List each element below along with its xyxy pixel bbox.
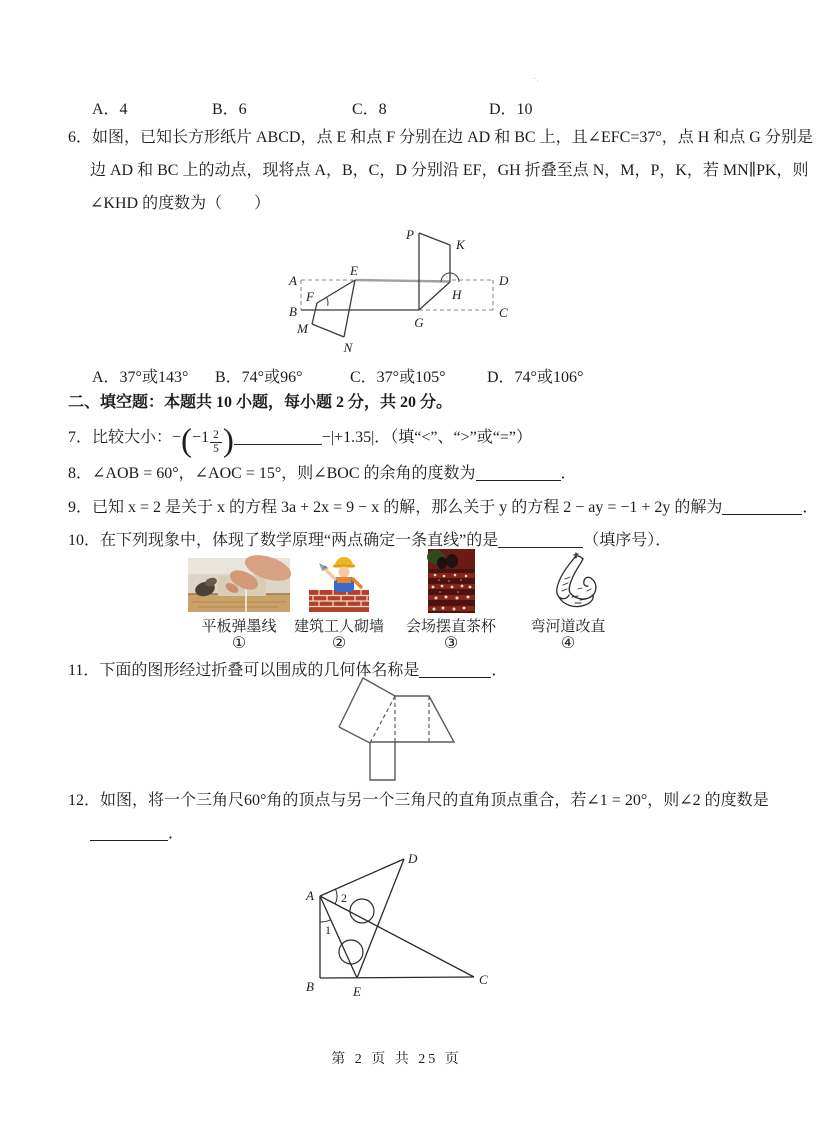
q12-label-angle-2: 2 [341, 891, 347, 905]
q7-minus: − [172, 429, 182, 446]
question-6-line-2: 边 AD 和 BC 上的动点，现将点 A，B，C，D 分别沿 EF，GH 折叠至点 N，M，P，K，若 MN∥PK，则 [90, 162, 809, 179]
drawing-bent-river [545, 553, 600, 613]
q6-label-E: E [350, 263, 358, 278]
q11-tail: ． [491, 662, 508, 679]
q10-number-4: ④ [560, 635, 576, 652]
question-6-line-1: 6．如图，已知长方形纸片 ABCD，点 E 和点 F 分别在边 AD 和 BC 上，且∠EFC=37°，点 H 和点 G 分别是 [68, 129, 813, 146]
q12-answer-blank [90, 826, 168, 841]
q5-option-b: B．6 [212, 101, 247, 118]
q10-caption-1: 平板弹墨线 [201, 619, 277, 635]
q10-number-2: ② [331, 635, 347, 652]
q6-label-A: A [289, 273, 297, 288]
q10-caption-3: 会场摆直茶杯 [406, 619, 497, 635]
q8-tail: ． [560, 465, 577, 482]
q10-text: 10．在下列现象中，体现了数学原理“两点确定一条直线”的是 [68, 532, 499, 549]
question-12-line-1: 12．如图，将一个三角尺60°角的顶点与另一个三角尺的直角顶点重合，若∠1 = 20°，则∠2 的度数是 [68, 792, 769, 809]
q5-option-d: D．10 [489, 101, 533, 118]
q6-angle-arcs [326, 273, 459, 306]
q6-option-c: C．37°或105° [350, 369, 446, 386]
photo-teacups-venue [428, 549, 475, 613]
q7-paren-open: ( [181, 423, 193, 459]
q6-label-P: P [406, 227, 414, 242]
q6-label-K: K [456, 237, 465, 252]
q6-label-C: C [499, 305, 508, 320]
question-7-line [68, 423, 532, 459]
q5-option-c: C．8 [352, 101, 387, 118]
q12-label-angle-1: 1 [325, 923, 331, 937]
q10-answer-blank [498, 533, 583, 548]
q9-answer-blank [722, 500, 802, 515]
photo-chalk-line [188, 558, 290, 612]
question-9-line [68, 497, 818, 519]
stray-print-mark: ·. [533, 74, 539, 85]
q11-net-figure [330, 672, 465, 787]
q10-number-1: ① [231, 635, 247, 652]
q8-answer-blank [476, 466, 561, 481]
q6-figure-labels [288, 227, 509, 355]
q12-label-E: E [353, 984, 361, 999]
q11-solid-edges [339, 678, 454, 780]
q12-tail: ． [168, 825, 185, 842]
question-8-line [68, 463, 577, 485]
q12-label-B: B [306, 979, 314, 994]
q6-label-N: N [343, 340, 353, 355]
q9-text: 9．已知 x = 2 是关于 x 的方程 3a + 2x = 9 − x 的解，那么关于 y 的方程 2 − ay = −1 + 2y 的解为 [68, 499, 723, 516]
page-footer: 第 2 页 共 25 页 [331, 1052, 462, 1067]
q12-label-D: D [408, 851, 418, 866]
q6-label-F: F [306, 289, 314, 304]
q11-text: 11．下面的图形经过折叠可以围成的几何体名称是 [68, 662, 420, 679]
q7-paren-close: ) [222, 423, 234, 459]
q10-tail: （填序号）． [583, 532, 672, 549]
illustration-bricklayer [307, 555, 371, 612]
section-2-header: 二、填空题：本题共 10 小题，每小题 2 分，共 20 分。 [68, 394, 453, 411]
q6-option-a: A．37°或143° [92, 369, 189, 386]
q12-ruler-edges [320, 859, 474, 978]
q7-lead: 7．比较大小： [68, 429, 173, 446]
q9-tail: ． [802, 499, 818, 516]
q12-label-A: A [306, 888, 314, 903]
q12-label-C: C [479, 972, 488, 987]
q8-text: 8．∠AOB = 60°，∠AOC = 15°，则∠BOC 的余角的度数为 [68, 465, 476, 482]
q10-caption-2: 建筑工人砌墙 [293, 619, 384, 635]
q7-fraction [210, 429, 222, 456]
q12-angle-arcs [320, 889, 337, 922]
q7-note: （填“<”、“>”或“=”） [390, 429, 532, 446]
q5-option-a: A．4 [92, 101, 128, 118]
q6-fold-line-EH [355, 280, 450, 282]
q7-rhs: −|+1.35|． [321, 429, 391, 446]
q6-label-M: M [297, 321, 308, 336]
q6-label-G: G [414, 315, 424, 330]
q7-answer-blank [234, 430, 322, 445]
q12-triangle-rulers-figure [300, 845, 500, 1003]
q10-caption-4: 弯河道改直 [530, 619, 606, 635]
q7-mixed-whole: −1 [192, 429, 210, 446]
q7-fraction-denominator: 5 [213, 443, 219, 455]
q6-folding-figure [270, 222, 520, 357]
q6-label-B: B [289, 304, 297, 319]
q6-option-d: D．74°或106° [487, 369, 584, 386]
q6-label-D: D [499, 273, 509, 288]
question-10-line [68, 530, 671, 552]
q6-solid-lines [301, 233, 450, 337]
q11-dashed-fold-lines [370, 696, 429, 743]
question-12-line-2 [90, 823, 184, 845]
q7-fraction-numerator: 2 [210, 429, 222, 443]
q10-number-3: ③ [443, 635, 459, 652]
q6-label-H: H [452, 287, 462, 302]
question-6-line-3: ∠KHD 的度数为（ ） [90, 195, 271, 212]
q6-option-b: B．74°或96° [215, 369, 303, 386]
